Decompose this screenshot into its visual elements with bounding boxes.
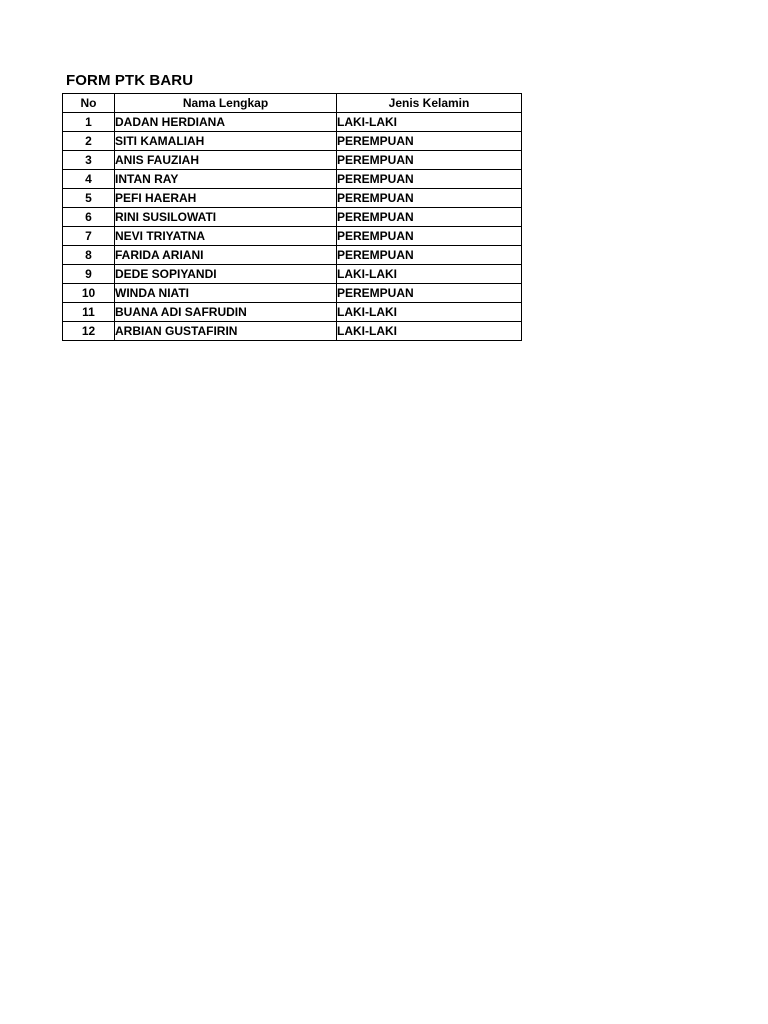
form-title: FORM PTK BARU bbox=[66, 72, 194, 89]
cell-name: FARIDA ARIANI bbox=[115, 246, 337, 265]
cell-name: DADAN HERDIANA bbox=[115, 113, 337, 132]
cell-name: ANIS FAUZIAH bbox=[115, 151, 337, 170]
cell-gender: LAKI-LAKI bbox=[337, 303, 522, 322]
cell-name: RINI SUSILOWATI bbox=[115, 208, 337, 227]
cell-name: ARBIAN GUSTAFIRIN bbox=[115, 322, 337, 341]
table-row bbox=[63, 113, 522, 132]
cell-name: DEDE SOPIYANDI bbox=[115, 265, 337, 284]
table-row bbox=[63, 265, 522, 284]
cell-gender: PEREMPUAN bbox=[337, 227, 522, 246]
table-row bbox=[63, 303, 522, 322]
cell-no: 7 bbox=[63, 227, 115, 246]
ptk-table bbox=[62, 93, 522, 341]
table-row bbox=[63, 132, 522, 151]
header-no: No bbox=[63, 94, 115, 113]
cell-gender: LAKI-LAKI bbox=[337, 265, 522, 284]
table-row bbox=[63, 189, 522, 208]
cell-no: 6 bbox=[63, 208, 115, 227]
cell-gender: PEREMPUAN bbox=[337, 246, 522, 265]
cell-name: NEVI TRIYATNA bbox=[115, 227, 337, 246]
cell-no: 12 bbox=[63, 322, 115, 341]
cell-gender: PEREMPUAN bbox=[337, 151, 522, 170]
table-row bbox=[63, 284, 522, 303]
cell-no: 3 bbox=[63, 151, 115, 170]
table-row bbox=[63, 151, 522, 170]
cell-gender: PEREMPUAN bbox=[337, 284, 522, 303]
cell-no: 11 bbox=[63, 303, 115, 322]
cell-no: 4 bbox=[63, 170, 115, 189]
table-row bbox=[63, 208, 522, 227]
cell-gender: LAKI-LAKI bbox=[337, 113, 522, 132]
cell-no: 8 bbox=[63, 246, 115, 265]
cell-no: 9 bbox=[63, 265, 115, 284]
table-header-row bbox=[63, 94, 522, 113]
header-gender: Jenis Kelamin bbox=[337, 94, 522, 113]
table-row bbox=[63, 246, 522, 265]
table-row bbox=[63, 170, 522, 189]
cell-gender: LAKI-LAKI bbox=[337, 322, 522, 341]
cell-name: PEFI HAERAH bbox=[115, 189, 337, 208]
cell-gender: PEREMPUAN bbox=[337, 189, 522, 208]
table-row bbox=[63, 322, 522, 341]
cell-gender: PEREMPUAN bbox=[337, 170, 522, 189]
cell-no: 2 bbox=[63, 132, 115, 151]
cell-gender: PEREMPUAN bbox=[337, 208, 522, 227]
cell-gender: PEREMPUAN bbox=[337, 132, 522, 151]
cell-no: 5 bbox=[63, 189, 115, 208]
cell-name: SITI KAMALIAH bbox=[115, 132, 337, 151]
cell-no: 10 bbox=[63, 284, 115, 303]
cell-name: BUANA ADI SAFRUDIN bbox=[115, 303, 337, 322]
cell-name: WINDA NIATI bbox=[115, 284, 337, 303]
table-body bbox=[63, 113, 522, 341]
cell-name: INTAN RAY bbox=[115, 170, 337, 189]
cell-no: 1 bbox=[63, 113, 115, 132]
table-row bbox=[63, 227, 522, 246]
header-name: Nama Lengkap bbox=[115, 94, 337, 113]
